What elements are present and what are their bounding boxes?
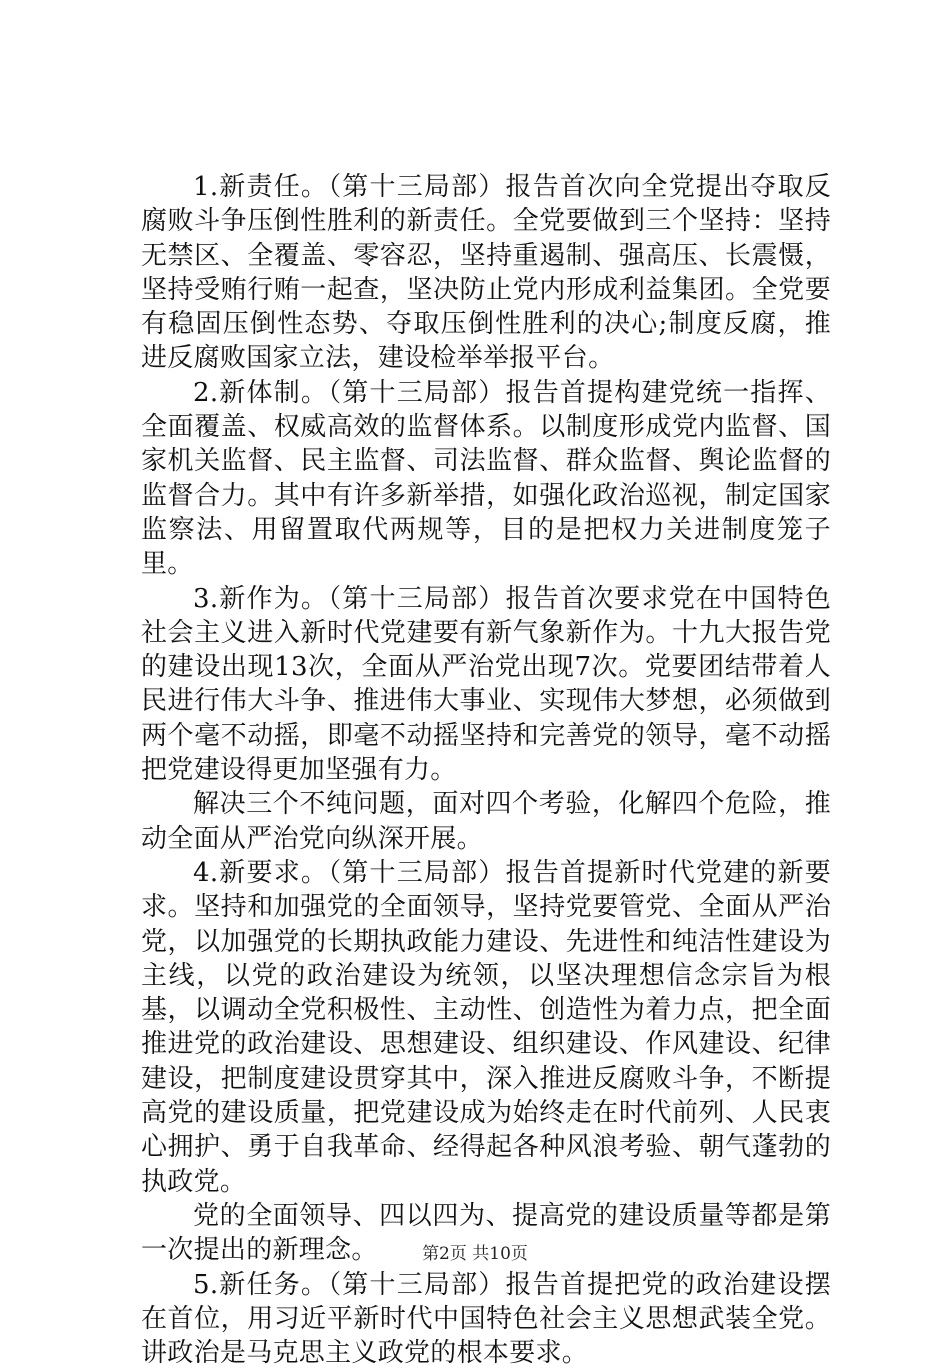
paragraph-new-requirements: 4.新要求。（第十三局部）报告首提新时代党建的新要求。坚持和加强党的全面领导，坚持党要管党、全面从严治党，以加强党的长期执政能力建设、先进性和纯洁性建设为主线，以党的政治建设为统领，以坚决理想信念宗旨为根基，以调动全党积极性、主动性、创造性为着力点，把全面推进党的政治建设、思想建设、组织建设、作风建设、纪律建设，把制度建设贯穿其中，深入推进反腐败斗争，不断提高党的建设质量，把党建设成为始终走在时代前列、人民衷心拥护、勇于自我革命、经得起各种风浪考验、朝气蓬勃的执政党。 [141, 856, 831, 1199]
paragraph-new-action: 3.新作为。（第十三局部）报告首次要求党在中国特色社会主义进入新时代党建要有新气象新作为。十九大报告党的建设出现13次，全面从严治党出现7次。党要团结带着人民进行伟大斗争、推进伟大事业、实现伟大梦想，必须做到两个毫不动摇，即毫不动摇坚持和完善党的领导，毫不动摇把党建设得更加坚强有力。 [141, 582, 831, 788]
page-footer [0, 1244, 950, 1264]
paragraph-three-impurities: 解决三个不纯问题，面对四个考验，化解四个危险，推动全面从严治党向纵深开展。 [141, 787, 831, 856]
document-body [141, 170, 831, 1370]
paragraph-new-concepts: 党的全面领导、四以四为、提高党的建设质量等都是第一次提出的新理念。 [141, 1199, 831, 1268]
page-number-label: 第2页 共10页 [422, 1244, 528, 1264]
paragraph-new-responsibility: 1.新责任。（第十三局部）报告首次向全党提出夺取反腐败斗争压倒性胜利的新责任。全党要做到三个坚持：坚持无禁区、全覆盖、零容忍，坚持重遏制、强高压、长震慑，坚持受贿行贿一起查，坚决防止党内形成利益集团。全党要有稳固压倒性态势、夺取压倒性胜利的决心;制度反腐，推进反腐败国家立法，建设检举举报平台。 [141, 170, 831, 376]
paragraph-new-system: 2.新体制。（第十三局部）报告首提构建党统一指挥、全面覆盖、权威高效的监督体系。以制度形成党内监督、国家机关监督、民主监督、司法监督、群众监督、舆论监督的监督合力。其中有许多新举措，如强化政治巡视，制定国家监察法、用留置取代两规等，目的是把权力关进制度笼子里。 [141, 376, 831, 582]
paragraph-new-tasks: 5.新任务。（第十三局部）报告首提把党的政治建设摆在首位，用习近平新时代中国特色社会主义思想武装全党。讲政治是马克思主义政党的根本要求。 [141, 1268, 831, 1370]
